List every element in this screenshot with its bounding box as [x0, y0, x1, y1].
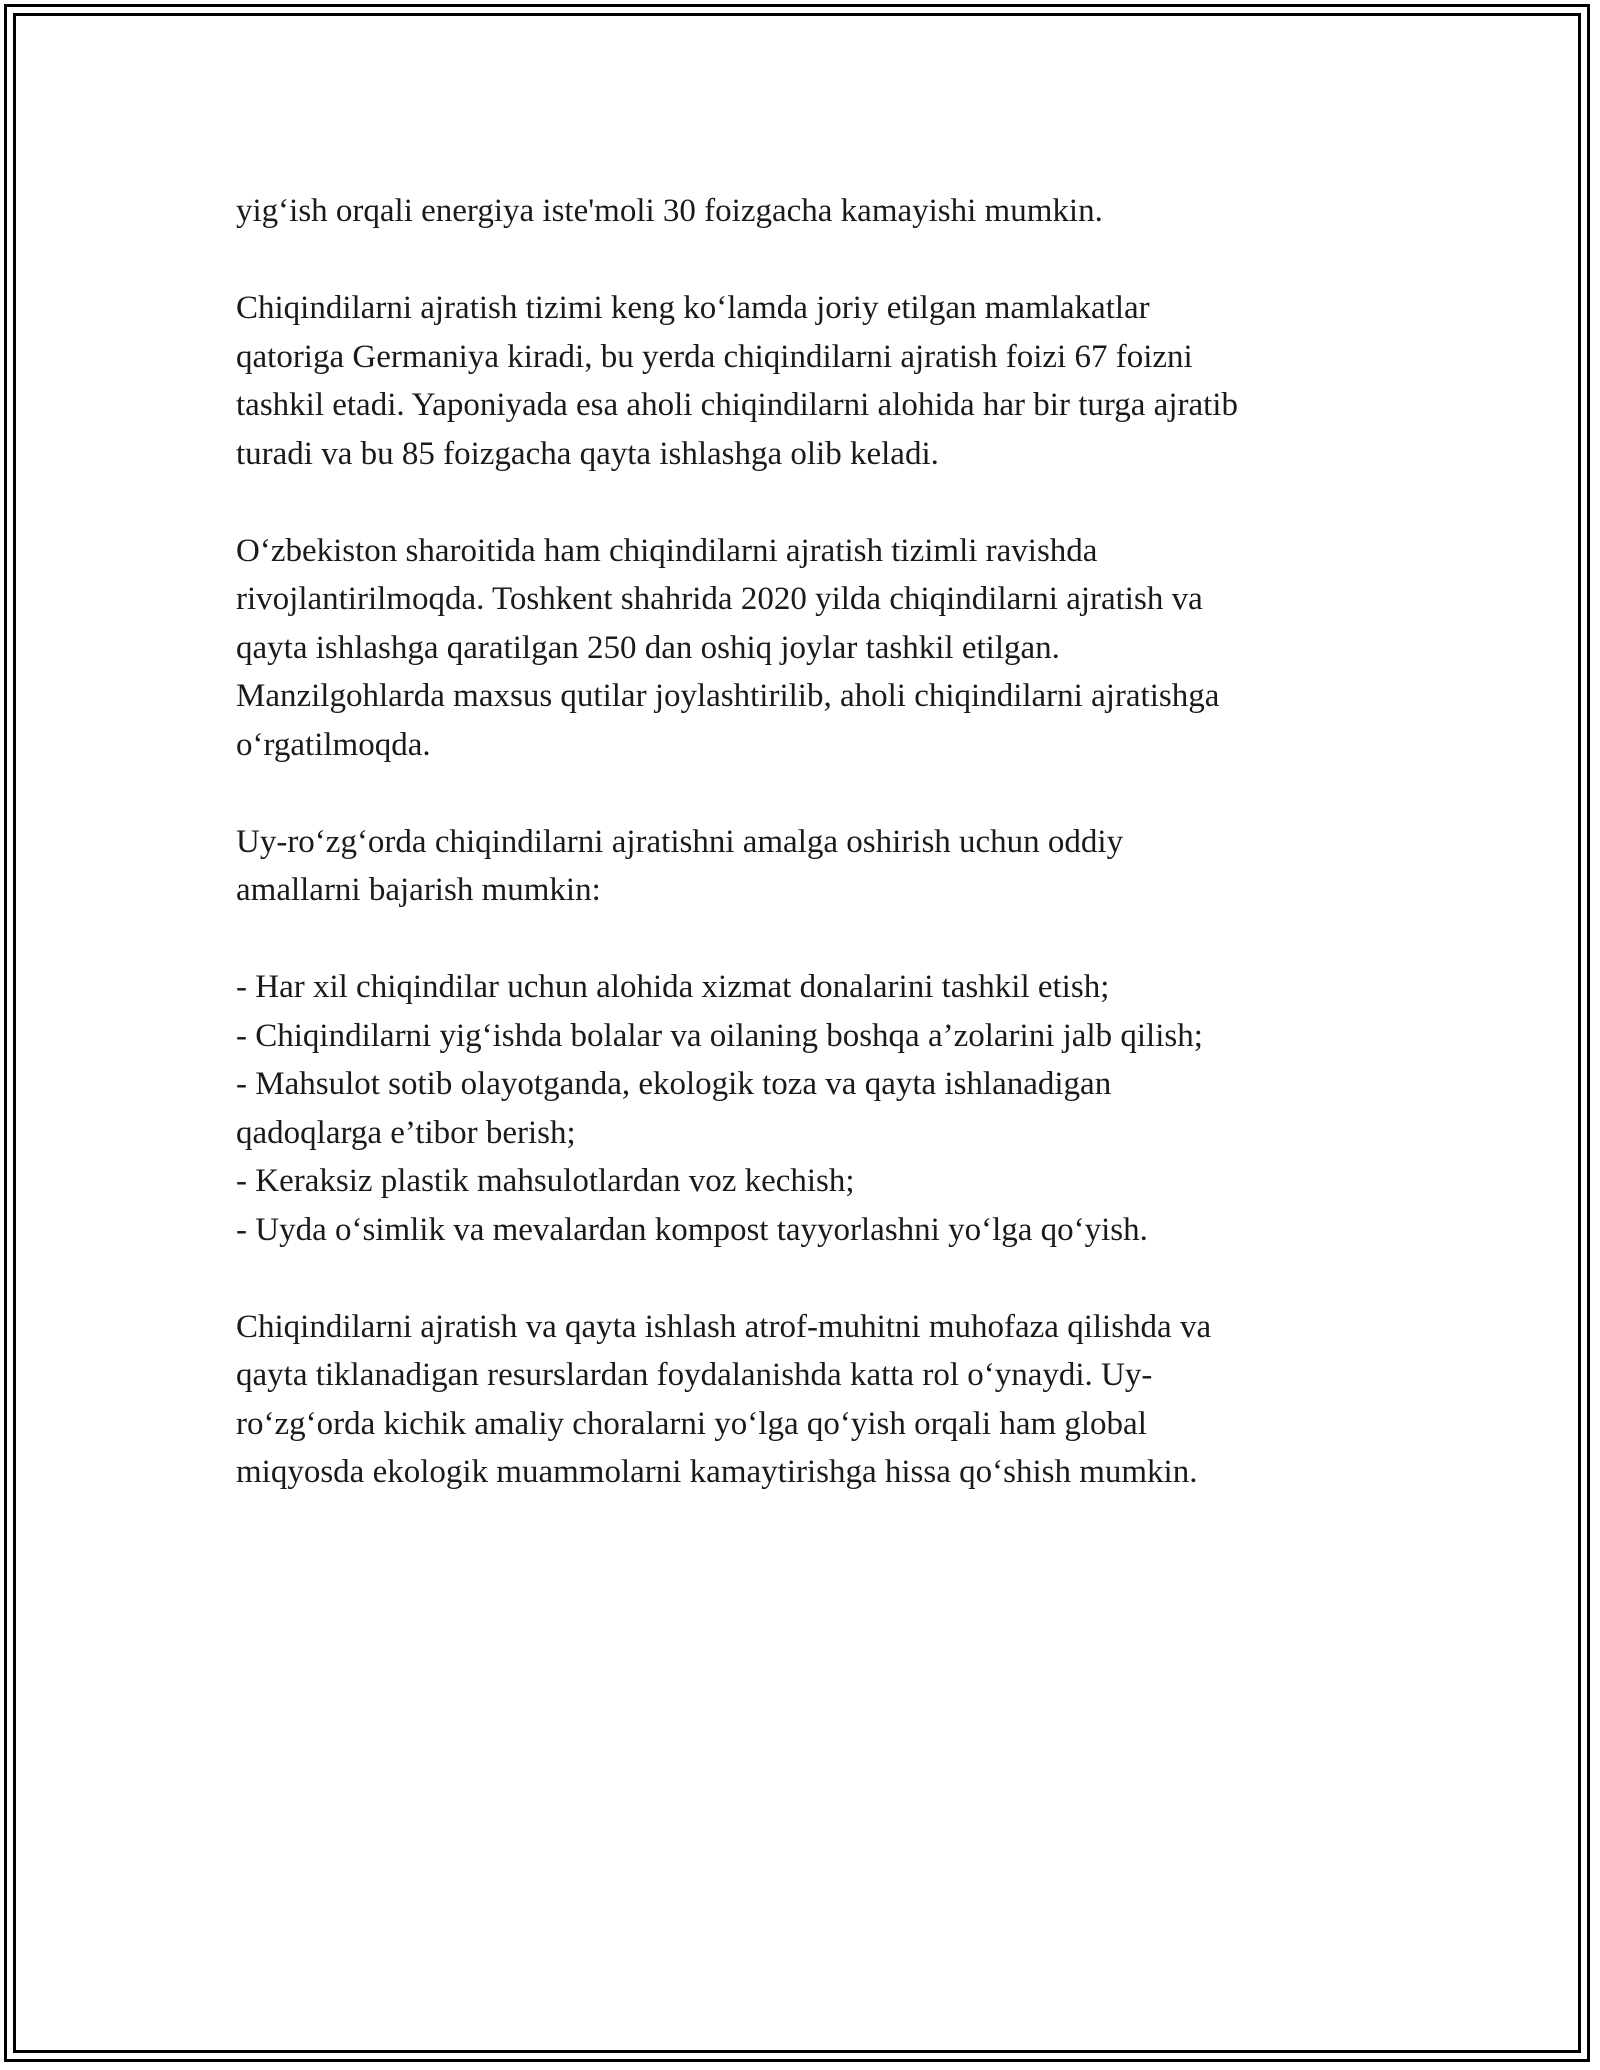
paragraph-germany-japan: Chiqindilarni ajratish tizimi keng ko‘lamda joriy etilgan mamlakatlar qatoriga Germaniya kiradi, bu yerda chiqindilarni ajratish foizi 67 foizni tashkil etadi. Yaponiyada esa aholi chiqindilarni alohida har bir turga ajratib turadi va bu 85 foizgacha qayta ishlashga olib keladi.: [236, 290, 1238, 472]
list-item: - Har xil chiqindilar uchun alohida xizmat donalarini tashkil etish;: [236, 969, 1110, 1005]
document-body: [236, 187, 1366, 1545]
paragraph-energy: yig‘ish orqali energiya iste'moli 30 foizgacha kamayishi mumkin.: [236, 193, 1103, 229]
list-item: - Chiqindilarni yig‘ishda bolalar va oilaning boshqa a’zolarini jalb qilish;: [236, 1017, 1203, 1054]
household-actions-list: [236, 963, 1366, 1254]
paragraph-household-intro: Uy-ro‘zg‘orda chiqindilarni ajratishni amalga oshirish uchun oddiy amallarni bajarish mumkin:: [236, 823, 1124, 908]
paragraph-conclusion: Chiqindilarni ajratish va qayta ishlash atrof-muhitni muhofaza qilishda va qayta tiklanadigan resurslardan foydalanishda katta rol o‘ynaydi. Uy- ro‘zg‘orda kichik amaliy choralarni yo‘lga qo‘yish orqali ham global miqyosda ekologik muammolarni kamaytirishga hissa qo‘shish mumkin.: [236, 1308, 1212, 1490]
list-item: - Keraksiz plastik mahsulotlardan voz kechish;: [236, 1163, 855, 1199]
list-item: - Mahsulot sotib olayotganda, ekologik toza va qayta ishlanadigan qadoqlarga e’tibor berish;: [236, 1066, 1112, 1151]
paragraph-uzbekistan: O‘zbekiston sharoitida ham chiqindilarni ajratish tizimli ravishda rivojlantirilmoqda. Toshkent shahrida 2020 yilda chiqindilarni ajratish va qayta ishlashga qaratilgan 250 dan oshiq joylar tashkil etilgan. Manzilgohlarda maxsus qutilar joylashtirilib, aholi chiqindilarni ajratishga o‘rgatilmoqda.: [236, 532, 1220, 763]
list-item: - Uyda o‘simlik va mevalardan kompost tayyorlashni yo‘lga qo‘yish.: [236, 1211, 1148, 1248]
